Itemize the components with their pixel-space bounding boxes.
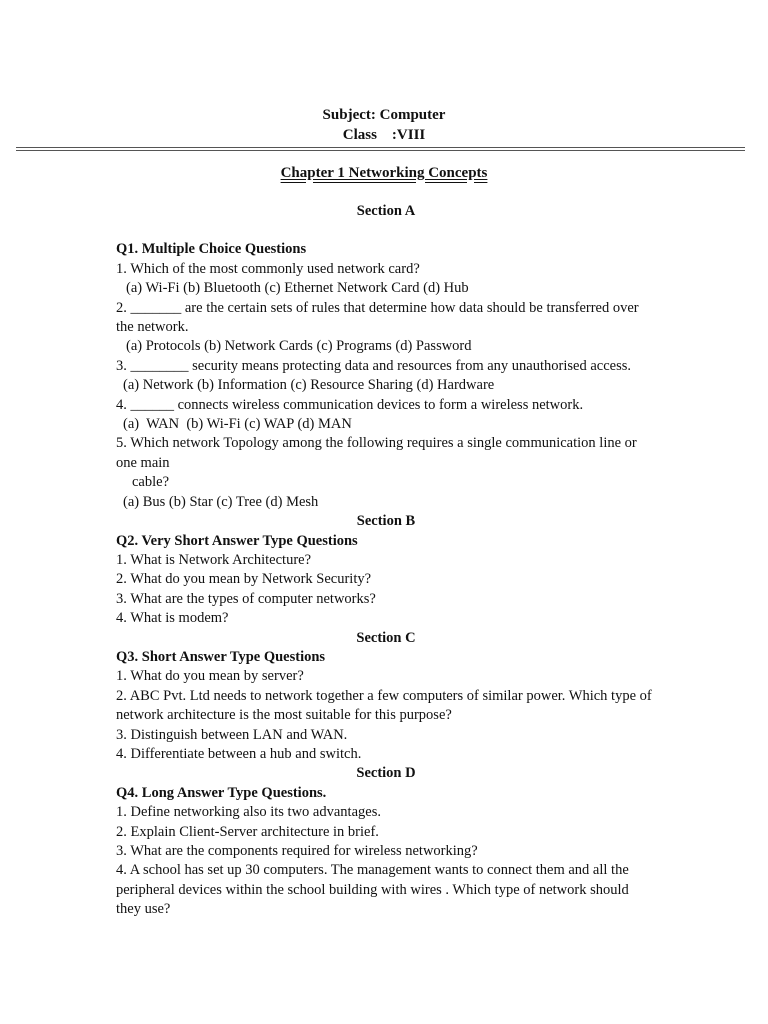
q3-item-3: 3. Distinguish between LAN and WAN. xyxy=(116,726,348,743)
chapter-title xyxy=(0,163,768,183)
q1-item-4-options: (a) WAN (b) Wi-Fi (c) WAP (d) MAN xyxy=(123,416,352,433)
q3-item-2: 2. ABC Pvt. Ltd needs to network together a few computers of similar power. Which type of network architecture is the most suitable for this purpose? xyxy=(116,687,652,724)
q1-heading: Q1. Multiple Choice Questions xyxy=(116,241,307,258)
class-line: Class :VIII xyxy=(342,127,426,143)
q1-item-1-options: (a) Wi-Fi (b) Bluetooth (c) Ethernet Network Card (d) Hub xyxy=(126,280,469,297)
section-a-title: Section A xyxy=(356,203,416,219)
q1-item-3: 3. ________ security means protecting data and resources from any unauthorised access. xyxy=(116,357,631,374)
q4-item-1: 1. Define networking also its two advantages. xyxy=(116,804,381,821)
header-divider-bottom xyxy=(16,150,745,151)
q1-item-1: 1. Which of the most commonly used network card? xyxy=(116,260,420,277)
q1-item-3-options: (a) Network (b) Information (c) Resource Sharing (d) Hardware xyxy=(123,377,495,394)
q4-item-2: 2. Explain Client-Server architecture in brief. xyxy=(116,823,379,840)
q4-heading: Q4. Long Answer Type Questions. xyxy=(116,784,327,801)
q2-item-3: 3. What are the types of computer networks? xyxy=(116,590,376,607)
q1-item-5-continuation: cable? xyxy=(132,474,170,491)
q1-item-2: 2. _______ are the certain sets of rules that determine how data should be transferred over the network. xyxy=(116,299,639,336)
header xyxy=(0,105,768,145)
q2-item-4: 4. What is modem? xyxy=(116,610,229,627)
worksheet-body xyxy=(116,202,656,920)
section-d-title: Section D xyxy=(356,765,416,782)
q1-item-4: 4. ______ connects wireless communication devices to form a wireless network. xyxy=(116,396,584,413)
q1-item-2-options: (a) Protocols (b) Network Cards (c) Programs (d) Password xyxy=(126,338,472,355)
section-c-title: Section C xyxy=(356,629,416,646)
header-divider-top xyxy=(16,147,745,148)
q4-item-3: 3. What are the components required for wireless networking? xyxy=(116,843,478,859)
q1-item-5: 5. Which network Topology among the following requires a single communication line or one main xyxy=(116,435,637,471)
q3-item-4: 4. Differentiate between a hub and switch. xyxy=(116,745,362,762)
q1-item-5-options: (a) Bus (b) Star (c) Tree (d) Mesh xyxy=(123,493,319,510)
section-b-title: Section B xyxy=(356,513,416,530)
q2-heading: Q2. Very Short Answer Type Questions xyxy=(116,532,358,549)
q4-item-4: 4. A school has set up 30 computers. The management wants to connect them and all the peripheral devices within the school building with wires . Which type of network should they use? xyxy=(116,862,629,918)
q3-item-1: 1. What do you mean by server? xyxy=(116,668,304,685)
subject-line: Subject: Computer xyxy=(322,107,446,123)
q3-heading: Q3. Short Answer Type Questions xyxy=(116,648,326,665)
q2-item-1: 1. What is Network Architecture? xyxy=(116,551,312,568)
chapter-title-text: Chapter 1 Networking Concepts xyxy=(280,165,488,181)
q2-item-2: 2. What do you mean by Network Security? xyxy=(116,571,372,588)
